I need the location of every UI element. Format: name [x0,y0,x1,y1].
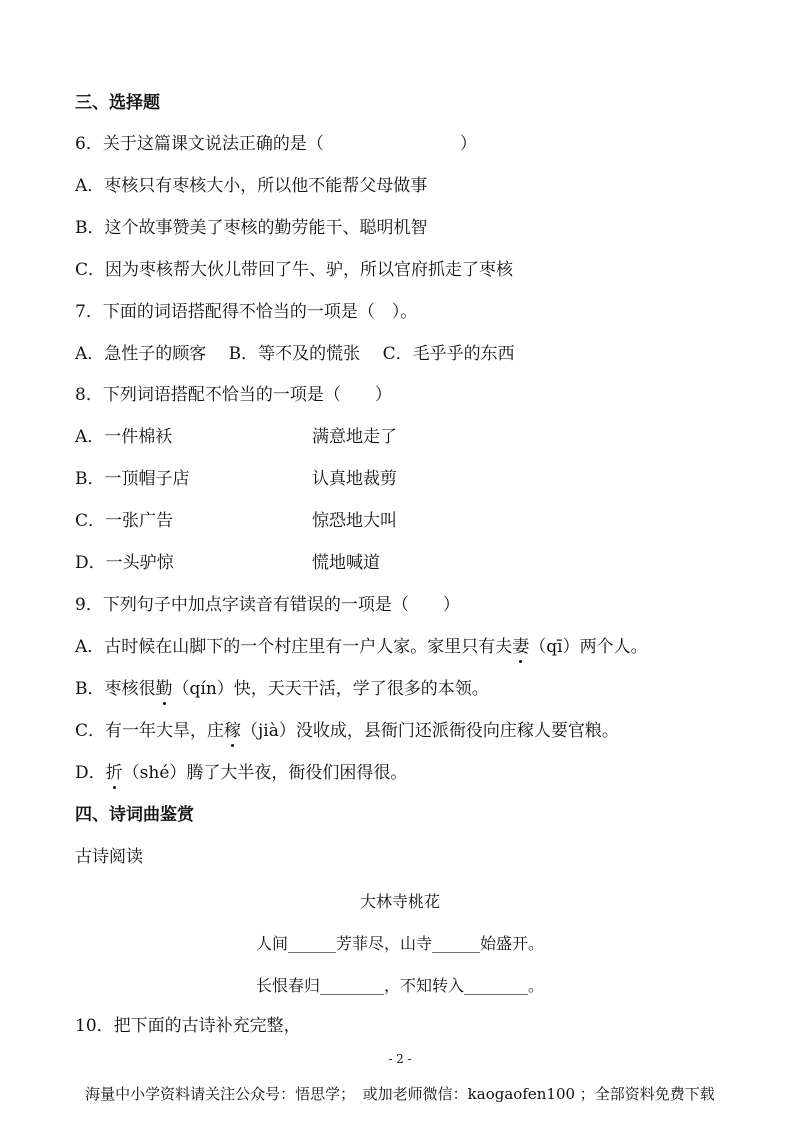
poem-line-2: 长恨春归________，不知转入________。 [255,976,544,995]
q6-option-b: B．这个故事赞美了枣核的勤劳能干、聪明机智 [75,218,428,238]
q8-row-b [75,468,715,490]
q8-stem: 8．下列词语搭配不恰当的一项是（ ） [75,385,392,405]
dotted-char: 折 [105,763,123,783]
page-number: - 2 - [388,1052,412,1066]
q8-row-b-left: B．一顶帽子店 [75,469,190,489]
q8-row-a-left: A．一件棉袄 [75,427,173,447]
poem-title: 大林寺桃花 [359,892,440,911]
q9-option-c: C．有一年大旱，庄稼（jià）没收成，县衙门还派衙役向庄稼人要官粮。 [75,721,619,741]
q8-row-d [75,552,715,574]
q8-row-d-left: D．一头驴惊 [75,553,174,573]
q6-option-c: C．因为枣核帮大伙儿带回了牛、驴，所以官府抓走了枣核 [75,260,514,280]
dotted-char: 妻 [512,637,530,657]
q8-row-a-right: 满意地走了 [312,427,397,447]
q7-stem: 7．下面的词语搭配得不恰当的一项是（ ）。 [75,302,418,322]
q8-row-c-left: C．一张广告 [75,511,174,531]
footer-note: 海量中小学资料请关注公众号：悟思学； 或加老师微信：kaogaofen100 ；全部资料免费下载 [85,1085,715,1103]
q6-option-a: A．枣核只有枣核大小，所以他不能帮父母做事 [75,176,428,196]
dotted-char: 勤 [155,679,173,699]
q8-row-d-right: 慌地喊道 [312,553,380,573]
section4-subtitle: 古诗阅读 [75,847,143,867]
q9-option-b: B．枣核很勤（qín）快，天天干活，学了很多的本领。 [75,679,489,699]
section3-title: 三、选择题 [75,93,160,113]
section4-title: 四、诗词曲鉴赏 [75,805,194,825]
q8-row-a [75,426,715,448]
q6-stem: 6．关于这篇课文说法正确的是（ ） [75,134,477,154]
q9-option-a: A．古时候在山脚下的一个村庄里有一户人家。家里只有夫妻（qī）两个人。 [75,637,648,657]
q8-row-b-right: 认真地裁剪 [312,469,397,489]
dotted-char: 稼 [224,721,242,741]
q10-stem: 10．把下面的古诗补充完整， [75,1016,301,1036]
q8-row-c-right: 惊恐地大叫 [312,511,397,531]
q9-stem: 9．下列句子中加点字读音有错误的一项是（ ） [75,595,460,615]
poem-line-1: 人间______芳菲尽，山寺______始盛开。 [255,934,544,953]
q9-option-d: D．折（shé）腾了大半夜，衙役们困得很。 [75,763,408,783]
q7-options: A．急性子的顾客 B．等不及的慌张 C．毛乎乎的东西 [75,344,515,364]
q8-row-c [75,510,715,532]
